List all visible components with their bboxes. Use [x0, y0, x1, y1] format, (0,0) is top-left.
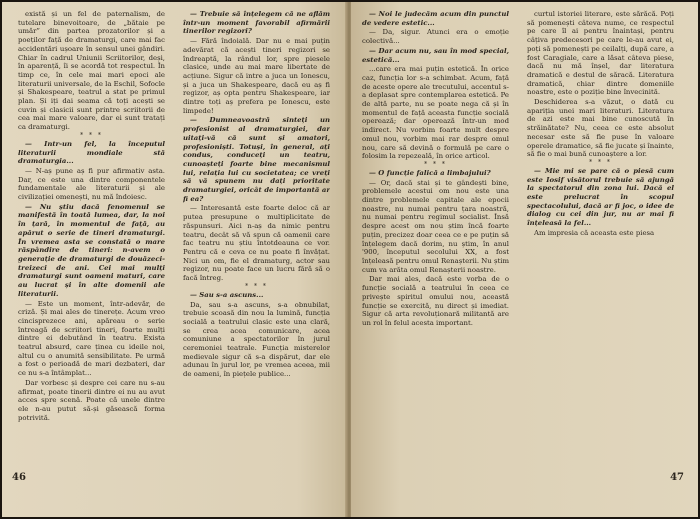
body-paragraph: — N-aș pune aș fi pur afirmativ asta. Dar, ce este una dintre componentele fundamentale ale literaturii și ale civilizației omenești, nu mă îndoiesc. — [18, 166, 165, 202]
interview-question: — Mie mi se pare că o piesă cum este Iosif visătorul trebuie să ajungă la spectatorul din zona lui. Dacă el este prelucrat în scopul spectacolului, dacă ar fi joc, o idee de dialog cu cei din jur, nu ar mai fi înțeleasă la fel... — [527, 166, 674, 228]
body-paragraph: Am impresia că aceasta este piesa — [534, 228, 655, 237]
book-spread — [2, 2, 698, 517]
body-paragraph: ...care era mai puțin estetică. În orice caz, funcția lor s-a schimbat. Acum, față de aceste opere ale trecutului, accentul s-a deplasat spre contemplarea estetică. Pe de altă parte, nu se poate nega că și în momentul de față aceasta funcție socială operează; dar operează într-un mod indirect. Nu vorbim foarte mult despre omul nou, vorbim mai rar despre omul nou, care să devină o formulă pe care o folosim la repezeală, în orice articol. — [362, 65, 509, 161]
left-page-number: 46 — [12, 472, 26, 483]
right-page-column-2 — [527, 10, 674, 490]
body-paragraph: Deschiderea s-a văzut, o dată cu apariția unei mari literaturi. Literatura de azi este mai bine cunoscută în străinătate? Nu, ceea ce este absolut necesar este să fie puse în valoare operele dramatice, să fie jucate și înainte, să fie o mai bună cunoaștere a lor. — [527, 98, 674, 159]
section-separator: * * * — [589, 158, 612, 166]
body-paragraph: există și un fel de paternalism, de tutelare binevoitoare, de „bătaie pe umăr” din partea prozatorilor și a poeților față de dramaturgi, care mai fac accidentări ușoare în sensul unei gândiri. Chiar în cadrul Uniunii Scriitorilor, deși, în aparență, îi se acordă tot respectul. În timp ce, în cele mai mari epoci ale literaturii universale, de la Eschil, Sofocle și Shakespeare, teatrul a stat pe primul plan. Și iți dai seama că toți acești se cuvin și clasicii sunt printre scriitorii de cea mai mare valoare, dar ei sunt tratați ca dramaturgi. — [18, 10, 165, 132]
interview-question: — Dumneavoastră sinteți un profesionist al dramaturgiei, dar uitați-vă că sunt și amatori, profesioniști. Totuși, în general, ați condus, conduceți un teatru, cunoașteți foarte bine mecanismul lui, relația lui cu societatea; ce vreți să vă spunem nu dați prioritate dramaturgiei, oricât de importantă ar fi ea? — [183, 116, 330, 203]
interview-question: — O funcție falică a limbajului? — [369, 168, 491, 177]
body-paragraph: — Or, dacă stai și te gândești bine, problemele acestui om nou este una dintre problemele capitale ale epocii noastre, nu numai pentru țara noastră, nu numai pentru regimul socialist. Însă despre acest om nou știm încă foarte puțin, precizez doar ceea ce e pe puțin să înțelegem dacă dorim, nu știm, în anul '900, începutul secolului XX, a fost înțeleasă pentru omul Renașterii. Nu știm cum va arăta omul Renașterii noastre. — [362, 178, 509, 274]
interview-question: — Nu știu dacă fenomenul se manifestă în toată lumea, dar, la noi în țară, în momentul de față, au apărut o serie de tineri dramaturgi. În vremea asta se constată o mare răspândire de tineri: n-avem o generație de dramaturgi de douăzeci-treizeci de ani. Cei mai mulți dramaturgi sunt oameni maturi, care au lucrat și în alte domenii ale literaturii. — [18, 202, 165, 298]
interview-question: — Dar acum nu, sau în mod special, estetică... — [362, 46, 509, 64]
left-page — [2, 2, 349, 517]
interview-question: — Noi le judecăm acum din punctul de vedere estetic... — [362, 10, 509, 27]
body-paragraph: — Interesantă este foarte deloc că ar putea presupune o multiplicitate de răspunsuri. Aici n-aș da nimic pentru teatru, decât să vă spun că oamenii care fac teatru nu știu întotdeauna ce vor. Pentru că e ceva ce nu poate fi învățat. Nici un om, fie el dramaturg, actor sau regizor, nu poate face un lucru fără să o facă întreg. — [183, 204, 330, 283]
interview-question: — Sau s-a ascuns... — [190, 290, 264, 299]
body-paragraph: Dar mai ales, dacă este vorba de o funcție socială a teatrului în ceea ce privește spiritul omului nou, această funcție se exercită, nu direct și imediat. Sigur că arta revoluționară militantă are un rol în felul acesta important. — [362, 275, 509, 327]
left-page-column-1 — [18, 10, 165, 490]
body-paragraph: — Da, sigur. Atunci era o emoție colectivă... — [362, 28, 509, 46]
section-separator: * * * — [245, 282, 268, 290]
body-paragraph: — Fără îndoială. Dar nu e mai puțin adevărat că acești tineri regizori se îndreaptă, la rândul lor, spre piesele clasice, unde au mai mare libertate de acțiune. Sigur că intre a juca un Ionescu, și a juca un Shakespeare, dacă eu aș fi regizor, aș opta pentru Shakespeare, iar dintre toți aș prefera pe Ionescu, este limpede! — [183, 37, 330, 115]
right-page-number: 47 — [670, 472, 684, 483]
body-paragraph: curtul istoriei literare, este sărăcă. Poți să pomenești câteva nume, ce respectul pe care îl ai pentru înaintași, pentru câțiva predecesori pe care le-au avut ei, poți să pomenești pe ceilalți, după care, a fost Caragiale, care a lăsat câteva piese, dacă nu mă înșel, dar literatura dramatică e destul de săracă. Literatura dramatică, chiar dintre domeniile noastre, este o poziție bine învecinită. — [527, 10, 674, 97]
interview-question: — Trebuie să înțelegem că ne aflăm într-un moment favorabil afirmării tinerilor regizori? — [183, 10, 330, 36]
body-paragraph: Da, sau s-a ascuns, s-a obnubilat, trebuie scoasă din nou la lumină, funcția socială a teatrului clasic este una clară, se crea acea comunicare, acea comuniune a spectatorilor în jurul ceremoniei teatrale. Funcția misterelor medievale sigur că s-a dispărut, dar ele adunau în jurul lor, pe vremea aceea, mii de oameni, în piețele publice... — [183, 300, 330, 379]
right-page — [351, 2, 698, 517]
body-paragraph: Dar vorbesc și despre cei care nu s-au afirmat, poate tinerii dintre ei nu au avut acces spre scenă. Poate că unele dintre ele n-au putut să-și găsească forma potrivită. — [18, 378, 165, 422]
left-page-column-2 — [183, 10, 330, 490]
body-paragraph: — Este un moment, într-adevăr, de criză. Și mai ales de tinerețe. Acum vreo cincisprezece ani, apăreau o serie întreagă de scriitori tineri, foarte mulți dintre ei debutând în teatru. Exista teatrul absurd, care ținea cu ideile noi, altul cu o anumită sensibilitate. Pe urmă a fost o perioadă de mari dezbateri, dar ce nu s-a întâmplat... — [18, 299, 165, 378]
section-separator: * * * — [80, 131, 103, 139]
section-separator: * * * — [424, 160, 447, 168]
right-page-column-1 — [362, 10, 509, 490]
interview-question: — Intr-un fel, la începutul literaturii mondiale stă dramaturgia... — [18, 139, 165, 166]
